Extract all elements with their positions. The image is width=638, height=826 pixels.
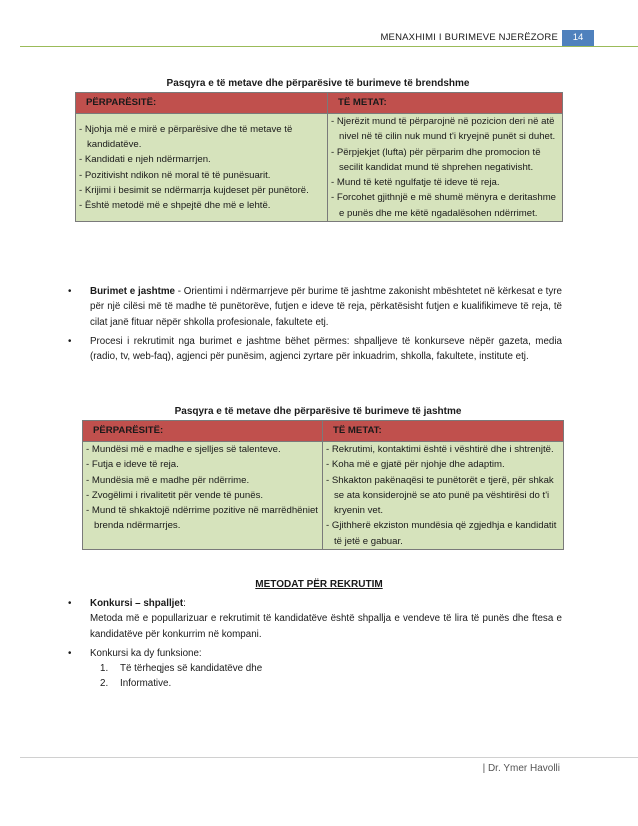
header-divider (20, 46, 638, 47)
list-item: - Gjithherë ekziston mundësia që zgjedhja e kandidatit të jetë e gabuar. (326, 520, 557, 547)
list-item: - Mund të shkaktojë ndërrime pozitive në marrëdhëniet brenda ndërmarrjes. (86, 505, 318, 532)
list-item: - Krijimi i besimit se ndërmarrja kujdeset për punëtorë. (79, 184, 309, 196)
list-item: - Zvogëlimi i rivalitetit për vende të punës. (86, 489, 264, 501)
list-item: - Është metodë më e shpejtë dhe më e lehtë. (79, 200, 271, 212)
list-item: - Mundësia më e madhe për ndërrime. (86, 474, 250, 486)
footer-divider (20, 757, 638, 758)
list-item: - Pozitivisht ndikon në moral të të punësuarit. (79, 169, 271, 181)
table-external (82, 420, 564, 550)
list-item (68, 596, 562, 642)
list-item: - Mundësi më e madhe e sjelljes së talenteve. (86, 444, 281, 455)
table-internal-caption: Pasqyra e të metave dhe përparësive të burimeve të brendshme (166, 78, 470, 89)
methods-list (68, 596, 562, 696)
bullet-term: Konkursi – shpalljet (90, 598, 184, 609)
table-internal-col-disadvantages: TË METAT: (328, 93, 563, 114)
table-external-caption: Pasqyra e të metave dhe përparësive të burimeve të jashtme (174, 406, 462, 417)
list-item: - Rekrutimi, kontaktimi është i vështirë dhe i shtrenjtë. (326, 444, 554, 455)
list-item: - Forcohet gjithnjë e më shumë mënyra e deritashme e punës dhe me këtë ngadalësohen ndërrimet. (331, 192, 557, 219)
table-external-col-advantages: PËRPARËSITË: (83, 421, 323, 442)
bullet-text: Metoda më e popullarizuar e rekrutimit të kandidatëve është shpallja e vendeve të lira të punës dhe ftesa e kandidatëve për konkurrim në kompani. (90, 613, 562, 640)
list-item: - Mund të ketë ngulfatje të ideve të reja. (331, 177, 500, 189)
bullet-text: Procesi i rekrutimit nga burimet e jashtme bëhet përmes: shpalljeve të konkurseve nëpër gazeta, media (radio, tv, web-faq), agjenci për punësim, agjenci zyrtare për inkuadrim, shkolla, fakultete, institute etj. (90, 335, 562, 363)
list-item: - Kandidati e njeh ndërmarrjen. (79, 154, 211, 166)
page-number: 14 (562, 30, 594, 46)
bullet-icon: • (68, 286, 72, 297)
bullet-text: Konkursi ka dy funksione: (90, 647, 202, 659)
list-text: Të tërheqjes së kandidatëve dhe (120, 663, 263, 675)
table-internal-col-advantages: PËRPARËSITË: (76, 93, 328, 114)
table-external-disadvantages (323, 442, 564, 550)
table-internal-disadvantages (328, 114, 563, 222)
footer-author: | Dr. Ymer Havolli (482, 763, 560, 774)
list-number: 2. (100, 678, 109, 690)
bullet-term: Burimet e jashtme (90, 286, 175, 297)
bullet-text: - Orientimi i ndërmarrjeve për burime të jashtme zakonisht mbështetet në kërkesat e tyre për një cilësi më të madhe të punëtorëve, futjen e ideve të reja, përkatësisht futjen e kualifikimeve të reja, të cilat janë fituar nëpër shkolla profesionale, fakultete etj. (90, 286, 562, 328)
list-item: - Futja e ideve të reja. (86, 459, 179, 471)
list-item (68, 646, 562, 692)
external-sources-list (68, 284, 562, 368)
table-internal-advantages (76, 114, 328, 222)
list-item: - Koha më e gjatë për njohje dhe adaptim. (326, 459, 505, 471)
table-internal (75, 92, 563, 222)
functions-list (90, 661, 562, 692)
section-title: METODAT PËR REKRUTIM (255, 579, 383, 590)
list-number: 1. (100, 663, 109, 675)
bullet-icon: • (68, 335, 72, 347)
list-item (68, 334, 562, 365)
list-text: Informative. (120, 678, 172, 690)
list-item (90, 661, 562, 676)
header-title: MENAXHIMI I BURIMEVE NJERËZORE (380, 32, 558, 43)
list-item: - Njohja më e mirë e përparësive dhe të metave të kandidatëve. (79, 123, 293, 150)
bullet-icon: • (68, 598, 72, 609)
bullet-icon: • (68, 647, 72, 659)
table-external-col-disadvantages: TË METAT: (323, 421, 564, 442)
bullet-colon: : (183, 598, 186, 609)
table-external-advantages (83, 442, 323, 550)
list-item: - Përpjekjet (lufta) për përparim dhe promocion të secilit kandidat mund të shprehen negativisht. (331, 146, 541, 173)
list-item (90, 676, 562, 691)
list-item: - Shkakton pakënaqësi te punëtorët e tjerë, për shkak se ata konsiderojnë se ato punë pa vështirësi do t'i kryenin vet. (326, 474, 554, 517)
list-item: - Njerëzit mund të përparojnë në pozicion deri në atë nivel në të cilin nuk mund t'i kryejnë punët si duhet. (331, 116, 556, 143)
list-item (68, 284, 562, 330)
